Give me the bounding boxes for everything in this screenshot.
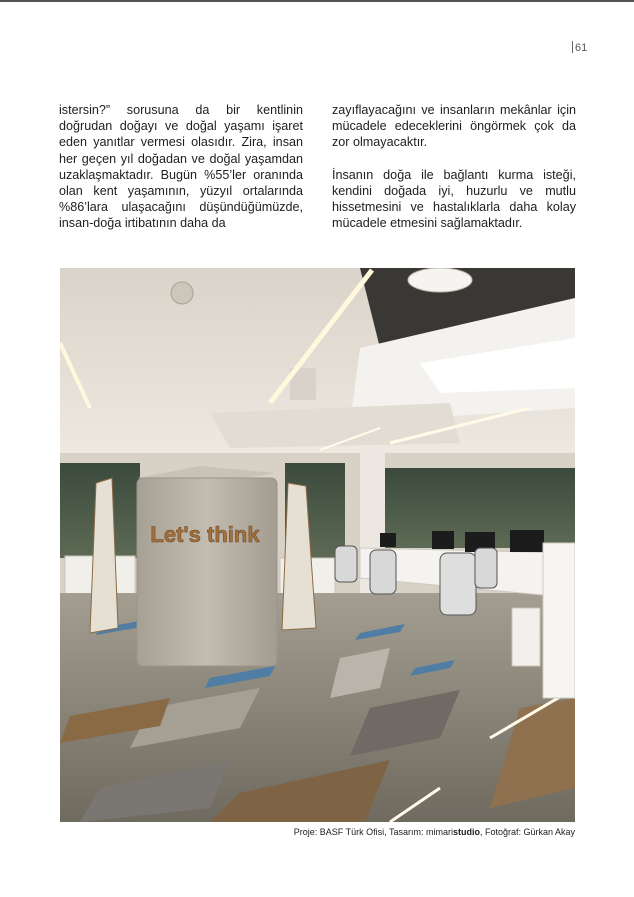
caption-brand: studio: [452, 827, 480, 837]
ceiling-speaker: [171, 282, 193, 304]
chair-1: [335, 546, 357, 582]
chair-4: [475, 548, 497, 588]
ceiling-diffuser: [408, 268, 472, 292]
chair-2: [370, 550, 396, 594]
left-column: [59, 102, 303, 248]
booth: [137, 478, 277, 666]
page-number-text: 61: [575, 42, 588, 54]
left-column-text: istersin?” sorusuna da bir kentlinin doğrudan doğayı ve doğal yaşamı işaret eden yanıtlar vermesi olasıdır. Zira, insan her geçen yıl doğadan ve doğal yaşamdan uzaklaşmaktadır. Bugün %55’ler oranında olan kent yaşamının, yüzyıl ortalarında %86’lara ulaşacağını düşündüğümüzde, insan-doğa irtibatının daha da: [59, 103, 303, 231]
office-photo: [60, 268, 575, 822]
booth-sign: Let's think: [150, 522, 260, 547]
page-number-bar: [572, 41, 573, 53]
monitor-4: [510, 530, 544, 552]
drawer-unit: [512, 608, 540, 666]
white-partition: [543, 543, 575, 698]
right-column-paragraph-1: zayıflayacağını ve insanların mekânlar için mücadele edeceklerini öngörmek çok da zor olmayacaktır.: [332, 103, 576, 150]
monitor-1: [380, 533, 396, 547]
monitor-2: [432, 531, 454, 549]
caption-suffix: , Fotoğraf: Gürkan Akay: [479, 827, 575, 837]
page-number: [572, 41, 587, 54]
chair-3: [440, 553, 476, 615]
right-column: [332, 102, 576, 247]
caption-prefix: Proje: BASF Türk Ofisi, Tasarım: mimari: [293, 827, 453, 837]
top-rule: [0, 0, 634, 2]
right-column-paragraph-2: İnsanın doğa ile bağlantı kurma isteği, kendini doğada iyi, huzurlu ve mutlu hissetmesini ve hastalıklarla daha kolay mücadele etmesini sağlamaktadır.: [332, 167, 576, 231]
photo-caption: [294, 827, 575, 837]
